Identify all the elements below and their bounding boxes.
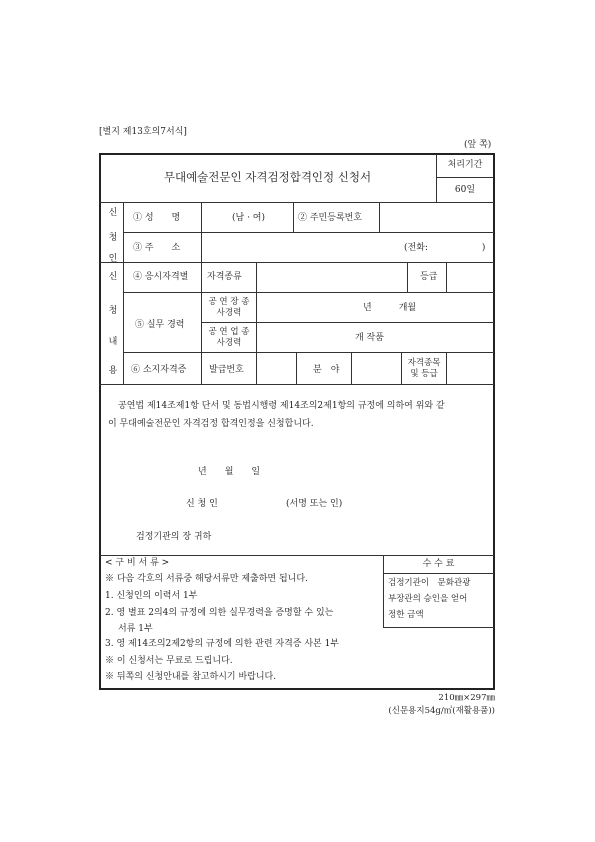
signature-field[interactable]: (서명 또는 인)	[286, 499, 343, 509]
processing-period-value: 60일	[454, 185, 476, 195]
documents-item: ※ 이 신청서는 무료로 드립니다.	[105, 656, 233, 666]
documents-item: ※ 다음 각호의 서류중 해당서류만 제출하면 됩니다.	[105, 574, 308, 584]
address-input[interactable]	[202, 233, 402, 261]
table-right-border	[493, 153, 495, 689]
side-char: 용	[108, 366, 118, 376]
fee-line-1: 검정기관이 문화관광	[388, 578, 471, 588]
side-char: 신	[108, 208, 118, 218]
table-left-border	[99, 153, 101, 689]
name-label: ① 성 명	[133, 213, 181, 223]
rrn-label: ② 주민등록번호	[298, 213, 363, 223]
grade-label: 등급	[420, 272, 438, 282]
side-char: 청	[108, 233, 118, 243]
paper-type: (신문용지54g/㎡(재활용품))	[388, 706, 495, 716]
side-char: 인	[108, 254, 118, 264]
fee-line-3: 정한 금액	[388, 610, 424, 620]
qual-type-label: 자격종류	[207, 272, 242, 282]
documents-item: 2. 영 별표 2의4의 규정에 의한 실무경력을 증명할 수 있는	[105, 608, 334, 618]
paper-size: 210㎜×297㎜	[438, 693, 495, 703]
documents-item: 3. 영 제14조의2제2항의 규정에 의한 관련 자격증 사본 1부	[105, 639, 339, 649]
applicant-sign-label: 신 청 인	[186, 499, 218, 509]
side-char: 청	[108, 306, 118, 316]
performance-experience-label: 공 연 업 종 사경력	[208, 327, 250, 348]
declaration-line-1: 공연법 제14조제1항 단서 및 동법시행령 제14조의2제1항의 규정에 의하여 위와 같	[118, 401, 445, 411]
form-reference: [별지 제13호의7서식]	[99, 127, 187, 137]
table-bottom-border	[99, 688, 495, 690]
field-input[interactable]	[352, 353, 400, 383]
side-char: 내	[108, 337, 118, 347]
documents-item: 서류 1부	[118, 624, 153, 634]
grade-input[interactable]	[447, 263, 492, 291]
gender-field[interactable]: (남 · 여)	[232, 213, 265, 223]
side-char: 신	[108, 272, 118, 282]
qual-grade-input[interactable]	[447, 353, 492, 383]
page-side-label: (앞 쪽)	[464, 140, 492, 150]
address-label: ③ 주 소	[133, 243, 181, 253]
declaration-date[interactable]: 년 월 일	[198, 467, 261, 477]
owned-certificate-label: ⑥ 소지자격증	[131, 365, 187, 375]
documents-item: 1. 신청인의 이력서 1부	[105, 591, 198, 601]
works-count-field[interactable]: 개 작품	[355, 333, 384, 343]
processing-period-label: 처리기간	[447, 160, 483, 170]
form-title: 무대예술전문인 자격검정합격인정 신청서	[163, 170, 372, 184]
qual-type-input[interactable]	[257, 263, 406, 291]
rrn-input[interactable]	[380, 203, 492, 231]
issue-number-input[interactable]	[257, 353, 295, 383]
documents-title: < 구 비 서 류 >	[105, 558, 170, 568]
fee-title: 수 수 료	[422, 559, 455, 569]
qualification-label: ④ 응시자격별	[133, 272, 189, 282]
addressee: 검정기관의 장 귀하	[136, 532, 212, 542]
experience-label: ⑤ 실무 경력	[135, 320, 185, 330]
fee-line-2: 부장관의 승인을 얻어	[388, 594, 468, 604]
qual-type-grade-label: 자격종목 및 등급	[407, 358, 441, 379]
years-months-field[interactable]: 년 개월	[363, 303, 417, 313]
phone-field[interactable]: (전화: )	[404, 243, 486, 253]
field-label: 분 야	[313, 365, 340, 375]
declaration-line-2: 이 무대예술전문인 자격검정 합격인정을 신청합니다.	[108, 419, 314, 429]
issue-number-label: 발급번호	[209, 365, 244, 375]
stage-experience-label: 공 연 장 종 사경력	[208, 297, 250, 318]
documents-item: ※ 뒤쪽의 신청안내를 참고하시기 바랍니다.	[105, 672, 277, 682]
